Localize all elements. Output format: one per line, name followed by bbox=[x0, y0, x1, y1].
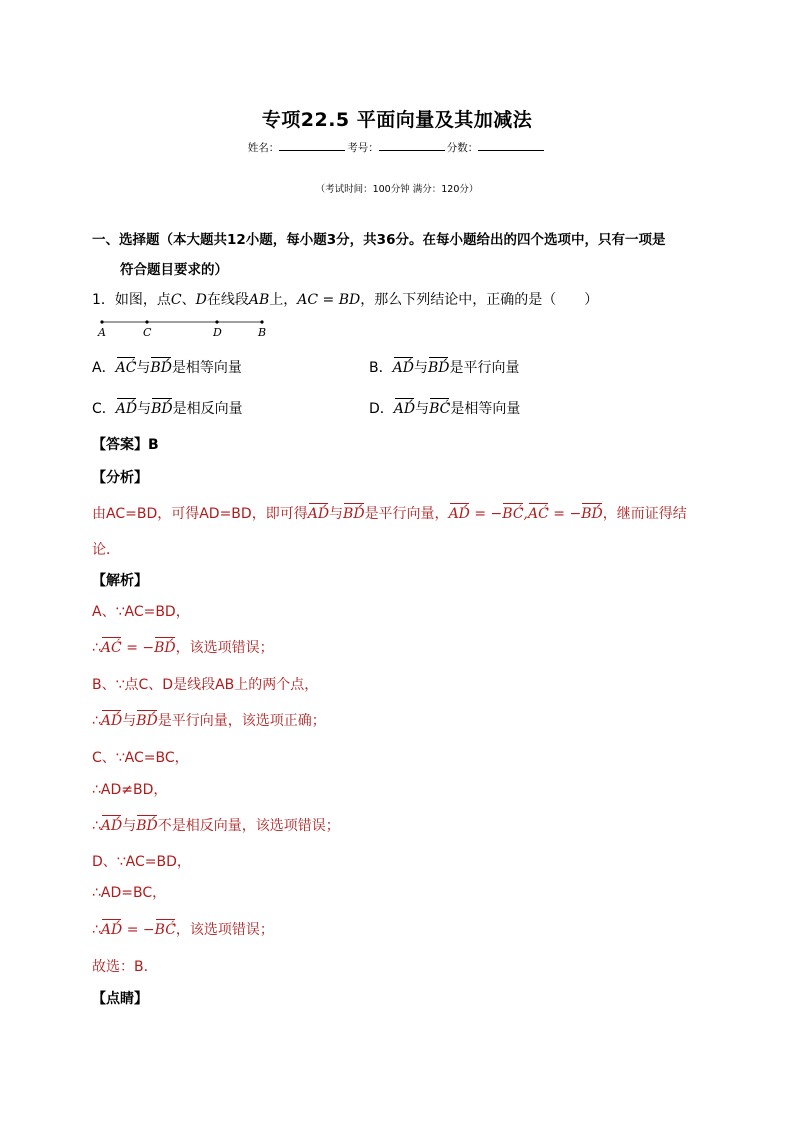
option-b[interactable]: B．AD ́́与BD ́́是平行向量 bbox=[369, 357, 519, 377]
point-d-dot bbox=[215, 320, 218, 323]
solution-line: ∴AC ́́ = −BD ́́，该选项错误； bbox=[92, 637, 274, 657]
section-heading-line1: 一、选择题（本大题共12小题，每小题3分，共36分。在每小题给出的四个选项中，只有一项是 bbox=[92, 232, 666, 248]
solution-line: ∴AD=BC， bbox=[92, 885, 167, 901]
solution-line: ∴AD ́́与BD ́́不是相反向量，该选项错误； bbox=[92, 815, 340, 835]
name-label: 姓名： bbox=[247, 142, 280, 154]
section-heading-line2: 符合题目要求的） bbox=[120, 262, 228, 278]
vector-ad: AD ́́ bbox=[394, 401, 415, 417]
exam-time-note: （考试时间：100分钟 满分：120分） bbox=[315, 184, 479, 195]
vector-bd: BD ́́ bbox=[428, 360, 450, 376]
solution-line: A、∵AC=BD， bbox=[92, 604, 190, 620]
remark-heading: 【点睛】 bbox=[92, 991, 148, 1007]
solution-line: ∴AD ́́与BD ́́是平行向量，该选项正确； bbox=[92, 710, 326, 730]
solution-line: ∴AD≠BD， bbox=[92, 782, 168, 798]
analysis-text-line2: 论． bbox=[92, 542, 120, 558]
score-label: 分数： bbox=[446, 142, 479, 154]
point-b-label: B bbox=[258, 326, 267, 339]
exam-number-blank[interactable] bbox=[379, 141, 445, 151]
page-title: 专项22.5 平面向量及其加减法 bbox=[261, 109, 533, 131]
vector-ad: AD ́́ bbox=[116, 401, 137, 417]
point-d-label: D bbox=[213, 326, 222, 339]
vector-ad: AD ́́ bbox=[393, 360, 414, 376]
vector-ac: AC ́́ bbox=[116, 360, 137, 376]
score-blank[interactable] bbox=[478, 141, 544, 151]
solution-heading: 【解析】 bbox=[92, 573, 148, 589]
exam-number-label: 考号： bbox=[347, 142, 379, 154]
point-c-label: C bbox=[143, 326, 152, 339]
option-d[interactable]: D．AD ́́与BC ́́是相等向量 bbox=[369, 398, 520, 418]
point-a-dot bbox=[100, 320, 103, 323]
question-1-stem: 1．如图，点C、D在线段AB上，AC = BD，那么下列结论中，正确的是（ ） bbox=[92, 292, 599, 308]
analysis-heading: 【分析】 bbox=[92, 470, 148, 486]
point-b-dot bbox=[260, 320, 263, 323]
solution-line: B、∵点C、D是线段AB上的两个点， bbox=[92, 677, 319, 693]
point-c-dot bbox=[145, 320, 148, 323]
vector-bd: BD ́́ bbox=[150, 360, 172, 376]
solution-line: D、∵AC=BD， bbox=[92, 854, 191, 870]
solution-conclusion: 故选：B． bbox=[92, 959, 158, 975]
point-a-label: A bbox=[98, 326, 106, 339]
option-c[interactable]: C．AD ́́与BD ́́是相反向量 bbox=[92, 398, 243, 418]
analysis-text-line1: 由AC=BD，可得AD=BD，即可得AD ́́与BD ́́是平行向量，AD ́́ = −BC ́́,AC ́́ = −BD ́́，继而证得结 bbox=[92, 503, 687, 523]
solution-line: ∴AD ́́ = −BC ́́，该选项错误； bbox=[92, 919, 274, 939]
solution-line: C、∵AC=BC， bbox=[92, 750, 189, 766]
vector-bc: BC ́́ bbox=[429, 401, 450, 417]
line-segment-figure bbox=[92, 314, 277, 340]
name-blank[interactable] bbox=[279, 141, 345, 151]
answer-line: 【答案】B bbox=[92, 437, 159, 453]
vector-bd: BD ́́ bbox=[151, 401, 173, 417]
option-a[interactable]: A．AC ́́与BD ́́是相等向量 bbox=[92, 357, 242, 377]
student-info-line bbox=[0, 140, 794, 155]
